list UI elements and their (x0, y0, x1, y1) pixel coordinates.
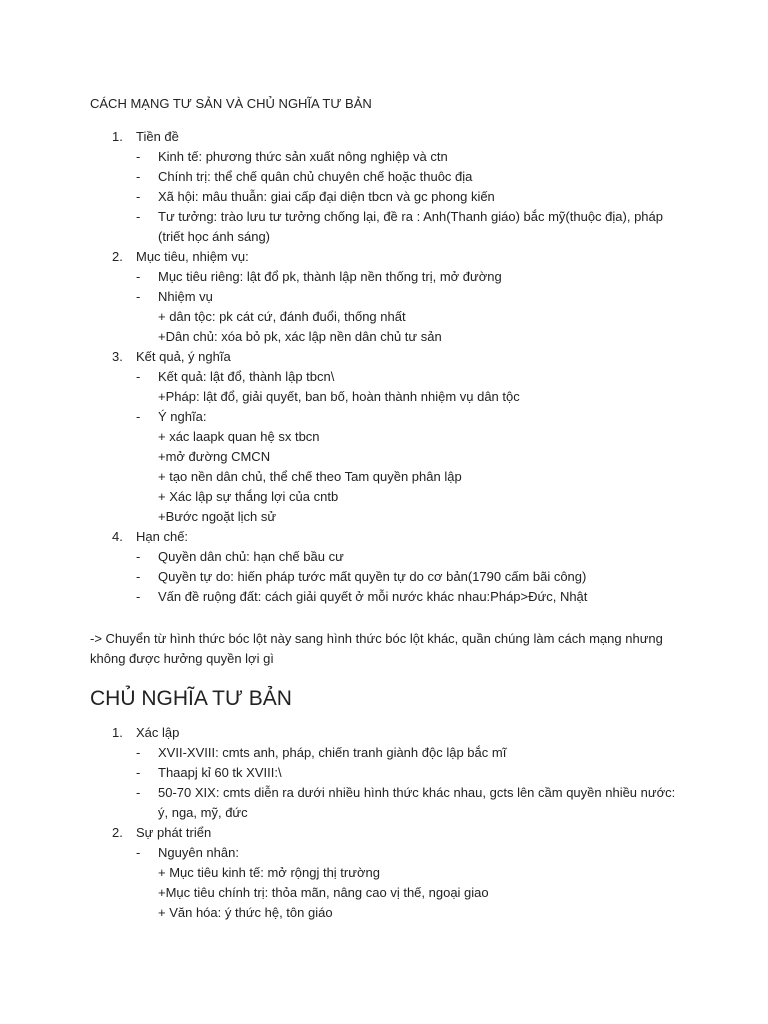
section-title: Mục tiêu, nhiệm vụ: (136, 249, 249, 264)
list-item-text: 50-70 XIX: cmts diễn ra dưới nhiều hình thức khác nhau, gcts lên cầm quyền nhiều nước: ý, nga, mỹ, đức (158, 785, 676, 820)
list-item (90, 567, 678, 587)
list-item-text: Tư tưởng: trào lưu tư tưởng chống lại, đề ra : Anh(Thanh giáo) bắc mỹ(thuộc địa), pháp (triết học ánh sáng) (158, 209, 663, 244)
section-2-heading (90, 247, 678, 267)
cntb-section-2-heading (90, 823, 678, 843)
list-item-text: Xã hội: mâu thuẫn: giai cấp đại diện tbcn và gc phong kiến (158, 189, 495, 204)
list-item (90, 843, 678, 863)
section-number: 4. (112, 529, 123, 544)
list-item-text: Nhiệm vụ (158, 289, 213, 304)
list-item-text: Nguyên nhân: (158, 845, 239, 860)
list-item-text: Vấn đề ruộng đất: cách giải quyết ở mỗi nước khác nhau:Pháp>Đức, Nhật (158, 589, 588, 604)
sub-item: + xác laapk quan hệ sx tbcn (158, 429, 320, 444)
section-heading-large: CHỦ NGHĨA TƯ BẢN (90, 687, 292, 710)
list-item (90, 783, 678, 823)
section-3-heading (90, 347, 678, 367)
list-item (90, 187, 678, 207)
sub-item: + dân tộc: pk cát cứ, đánh đuổi, thống nhất (158, 309, 406, 324)
section-title: Kết quả, ý nghĩa (136, 349, 231, 364)
section-4-heading (90, 527, 678, 547)
dash-bullet: - (136, 589, 141, 604)
dash-bullet: - (136, 209, 141, 224)
dash-bullet: - (136, 169, 141, 184)
sub-item: +Pháp: lật đổ, giải quyết, ban bố, hoàn thành nhiệm vụ dân tộc (158, 389, 520, 404)
sub-item: + Văn hóa: ý thức hệ, tôn giáo (158, 905, 333, 920)
list-item (90, 147, 678, 167)
section-number: 2. (112, 249, 123, 264)
sub-item: +Mục tiêu chính trị: thỏa mãn, nâng cao vị thế, ngoại giao (158, 885, 489, 900)
sub-item: + Mục tiêu kinh tế: mở rộngj thị trường (158, 865, 380, 880)
list-item (90, 587, 678, 607)
section-1-heading (90, 127, 678, 147)
dash-bullet: - (136, 269, 141, 284)
list-item-text: Quyền dân chủ: hạn chế bầu cư (158, 549, 344, 564)
doc-title: CÁCH MẠNG TƯ SẢN VÀ CHỦ NGHĨA TƯ BẢN (90, 96, 372, 111)
section-number: 3. (112, 349, 123, 364)
dash-bullet: - (136, 569, 141, 584)
list-item-text: Thaapj kỉ 60 tk XVIII:\ (158, 765, 282, 780)
dash-bullet: - (136, 745, 141, 760)
list-item (90, 207, 678, 247)
section-title: Xác lập (136, 725, 180, 740)
cntb-section-1-heading (90, 723, 678, 743)
sub-item: +mở đường CMCN (158, 449, 271, 464)
list-item-text: Kết quả: lật đổ, thành lập tbcn\ (158, 369, 335, 384)
dash-bullet: - (136, 765, 141, 780)
section-number: 1. (112, 129, 123, 144)
sub-item: + Xác lập sự thắng lợi của cntb (158, 489, 339, 504)
section-number: 2. (112, 825, 123, 840)
list-item-text: Quyền tự do: hiến pháp tước mất quyền tự do cơ bản(1790 cấm bãi công) (158, 569, 587, 584)
list-item (90, 167, 678, 187)
section-number: 1. (112, 725, 123, 740)
list-item-text: Mục tiêu riêng: lật đổ pk, thành lập nền thống trị, mở đường (158, 269, 502, 284)
list-item (90, 547, 678, 567)
list-item (90, 267, 678, 287)
dash-bullet: - (136, 785, 141, 800)
dash-bullet: - (136, 369, 141, 384)
list-item-text: Ý nghĩa: (158, 409, 207, 424)
dash-bullet: - (136, 409, 141, 424)
list-item (90, 287, 678, 307)
section-title: Hạn chế: (136, 529, 189, 544)
section-title: Tiền đề (136, 129, 179, 144)
list-item (90, 763, 678, 783)
dash-bullet: - (136, 549, 141, 564)
dash-bullet: - (136, 845, 141, 860)
list-item-text: Kinh tế: phương thức sản xuất nông nghiệp và ctn (158, 149, 448, 164)
sub-item: +Bước ngoặt lịch sử (158, 509, 277, 524)
dash-bullet: - (136, 149, 141, 164)
list-item (90, 407, 678, 427)
list-item-text: XVII-XVIII: cmts anh, pháp, chiến tranh giành độc lập bắc mĩ (158, 745, 507, 760)
list-item-text: Chính trị: thể chế quân chủ chuyên chế hoặc thuôc địa (158, 169, 473, 184)
paragraph-spacer (90, 607, 678, 629)
conclusion-paragraph: -> Chuyển từ hình thức bóc lột này sang hình thức bóc lột khác, quần chúng làm cách mạng nhưng không được hưởng quyền lợi gì (90, 631, 663, 666)
section-title: Sự phát triển (136, 825, 212, 840)
sub-item: + tạo nền dân chủ, thể chế theo Tam quyền phân lập (158, 469, 462, 484)
dash-bullet: - (136, 289, 141, 304)
dash-bullet: - (136, 189, 141, 204)
sub-item: +Dân chủ: xóa bỏ pk, xác lập nền dân chủ tư sản (158, 329, 442, 344)
list-item (90, 743, 678, 763)
list-item (90, 367, 678, 387)
